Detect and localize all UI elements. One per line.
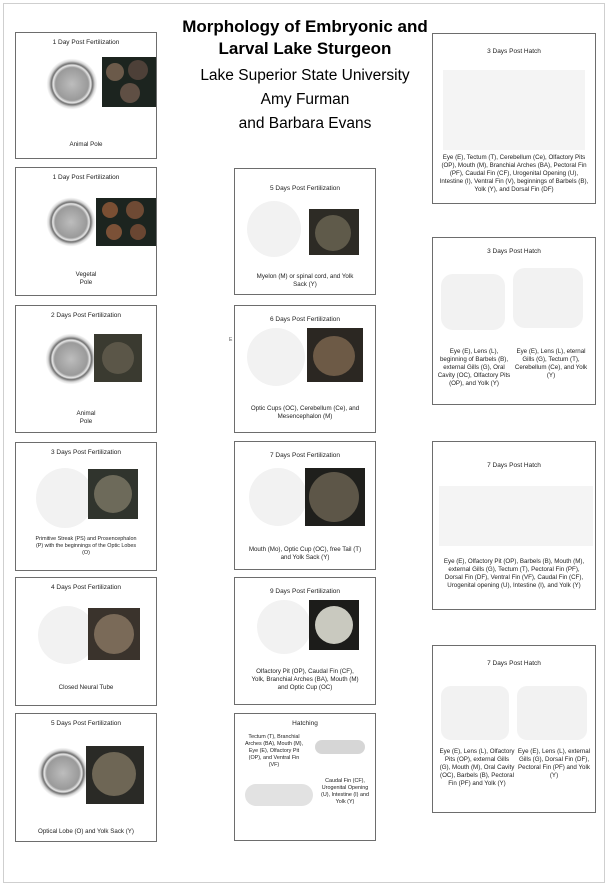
panel-caption: Eye (E), Olfactory Pit (OP), Barbels (B), Mouth (M), external Gills (G), Tectum (T), Pectoral Fin (PF), Dorsal Fin (DF), Ventral Fin (VF), Caudal Fin (CF), Urogenital opening (U), Intestine (I), and Yolk (Y) bbox=[443, 558, 585, 590]
panel-4dpf bbox=[15, 577, 157, 706]
panel-title: 7 Days Post Fertilization bbox=[269, 452, 341, 459]
embryo-drawing bbox=[257, 600, 311, 654]
panel-title: 5 Days Post Fertilization bbox=[269, 185, 341, 192]
egg-drawing bbox=[43, 194, 99, 250]
panel-title: 4 Days Post Fertilization bbox=[50, 584, 122, 591]
institution: Lake Superior State University bbox=[200, 66, 410, 84]
embryo-photo bbox=[309, 209, 359, 255]
larva-drawing bbox=[439, 486, 593, 546]
panel-caption: Optic Cups (OC), Cerebellum (Ce), and Mesencephalon (M) bbox=[250, 405, 360, 421]
author-2: and Barbara Evans bbox=[238, 114, 372, 132]
embryo-drawing bbox=[36, 468, 94, 528]
panel-caption: Closed Neural Tube bbox=[58, 684, 114, 691]
head-ventral-drawing bbox=[441, 686, 509, 740]
embryo-photo bbox=[307, 328, 363, 382]
panel-caption-right: Eye (E), Lens (L), external Gills (G), Dorsal Fin (DF), Pectoral Fin (PF) and Yolk (Y) bbox=[517, 748, 591, 780]
panel-3dpf bbox=[15, 442, 157, 571]
poster-title: Morphology of Embryonic and Larval Lake Sturgeon bbox=[182, 17, 428, 58]
head-dorsal-drawing bbox=[513, 268, 583, 328]
embryo-photo bbox=[309, 600, 359, 650]
panel-caption-left: Eye (E), Lens (L), beginning of Barbels (B), external Gills (G), Oral Cavity (OC), Olfactory Pits (OP), and Yolk (Y) bbox=[437, 348, 511, 388]
panel-title: 5 Days Post Fertilization bbox=[50, 720, 122, 727]
embryo-drawing bbox=[247, 328, 305, 386]
panel-title: 3 Days Post Fertilization bbox=[50, 449, 122, 456]
panel-title: 9 Days Post Fertilization bbox=[269, 588, 341, 595]
embryo-photo bbox=[88, 608, 140, 660]
panel-caption: Primitive Streak (PS) and Prosencephalon (P) with the beginnings of the Optic Lobes (O) bbox=[35, 536, 137, 557]
panel-caption: Myelon (M) or spinal cord, and Yolk Sack (Y) bbox=[256, 273, 354, 289]
egg-drawing bbox=[42, 330, 100, 388]
panel-6dpf bbox=[234, 305, 376, 433]
panel-title: 3 Days Post Hatch bbox=[487, 248, 541, 255]
panel-hatching bbox=[234, 713, 376, 841]
panel-title: 2 Days Post Fertilization bbox=[50, 312, 122, 319]
egg-drawing bbox=[43, 55, 101, 113]
panel-1dpf-vegetal bbox=[15, 167, 157, 296]
panel-title: 3 Days Post Hatch bbox=[487, 48, 541, 55]
panel-title: 1 Day Post Fertilization bbox=[52, 174, 120, 181]
panel-9dpf bbox=[234, 577, 376, 705]
egg-photo bbox=[86, 746, 144, 804]
head-ventral-drawing bbox=[441, 274, 505, 330]
panel-title: 1 Day Post Fertilization bbox=[52, 39, 120, 46]
embryo-photo bbox=[305, 468, 365, 526]
egg-drawing bbox=[34, 744, 92, 802]
larva-drawing bbox=[245, 784, 313, 806]
author-1: Amy Furman bbox=[260, 90, 350, 108]
panel-2dpf bbox=[15, 305, 157, 433]
panel-title: 7 Days Post Hatch bbox=[487, 660, 541, 667]
head-dorsal-drawing bbox=[517, 686, 587, 740]
panel-caption-left: Eye (E), Lens (L), Olfactory Pits (OP), external Gills (G), Mouth (M), Oral Cavity (OC), Barbels (B), Pectoral Fin (PF) and Yolk (Y) bbox=[439, 748, 515, 788]
panel-caption: Optical Lobe (O) and Yolk Sack (Y) bbox=[38, 828, 134, 835]
panel-caption-right: Eye (E), Lens (L), eternal Gills (G), Tectum (T), Cerebellum (Ce), and Yolk (Y) bbox=[514, 348, 588, 380]
panel-caption: Eye (E), Tectum (T), Cerebellum (Ce), Olfactory Pits (OP), Mouth (M), Branchial Arches (BA), Pectoral Fin (PF), Caudal Fin (CF), Urogenital Opening (U), Intestine (I), Ventral Fin (V), beginnings of Barbels (B), Yolk (Y), and Dorsal Fin (DF) bbox=[439, 154, 589, 194]
panel-7dph-heads bbox=[432, 645, 596, 813]
embryo-drawing bbox=[249, 468, 307, 526]
panel-1dpf-animal bbox=[15, 32, 157, 159]
egg-photo bbox=[96, 198, 156, 246]
panel-7dph-side bbox=[432, 441, 596, 610]
egg-photo bbox=[94, 334, 142, 382]
panel-caption: Olfactory Pit (OP), Caudal Fin (CF), Yolk, Branchial Arches (BA), Mouth (M) and Optic Cup (OC) bbox=[251, 668, 359, 692]
embryo-photo bbox=[88, 469, 138, 519]
panel-7dpf bbox=[234, 441, 376, 570]
panel-title: 6 Days Post Fertilization bbox=[269, 316, 341, 323]
panel-3dph-side bbox=[432, 33, 596, 204]
panel-caption: Animal Pole bbox=[76, 410, 96, 426]
egg-photo bbox=[102, 57, 156, 107]
panel-5dpf-middle bbox=[234, 168, 376, 295]
panel-title: Hatching bbox=[292, 720, 318, 727]
panel-5dpf-left bbox=[15, 713, 157, 842]
larva-photo-top bbox=[315, 740, 365, 754]
larva-drawing bbox=[443, 70, 585, 150]
embryo-drawing bbox=[247, 201, 301, 257]
panel-caption: Mouth (Mo), Optic Cup (OC), free Tail (T) and Yolk Sack (Y) bbox=[248, 546, 362, 562]
panel-title: 7 Days Post Hatch bbox=[487, 462, 541, 469]
panel-caption: Vegetal Pole bbox=[75, 271, 97, 287]
title-block bbox=[160, 16, 450, 136]
panel-caption-bottom: Caudal Fin (CF), Urogenital Opening (U), Intestine (I) and Yolk (Y) bbox=[321, 778, 369, 806]
panel-caption: Animal Pole bbox=[69, 141, 103, 148]
panel-3dph-heads bbox=[432, 237, 596, 405]
panel-caption-top: Tectum (T), Branchial Arches (BA), Mouth (M), Eye (E), Olfactory Pit (OP), and Ventral Fin (VF) bbox=[244, 734, 304, 769]
stray-mark: E bbox=[229, 337, 233, 343]
